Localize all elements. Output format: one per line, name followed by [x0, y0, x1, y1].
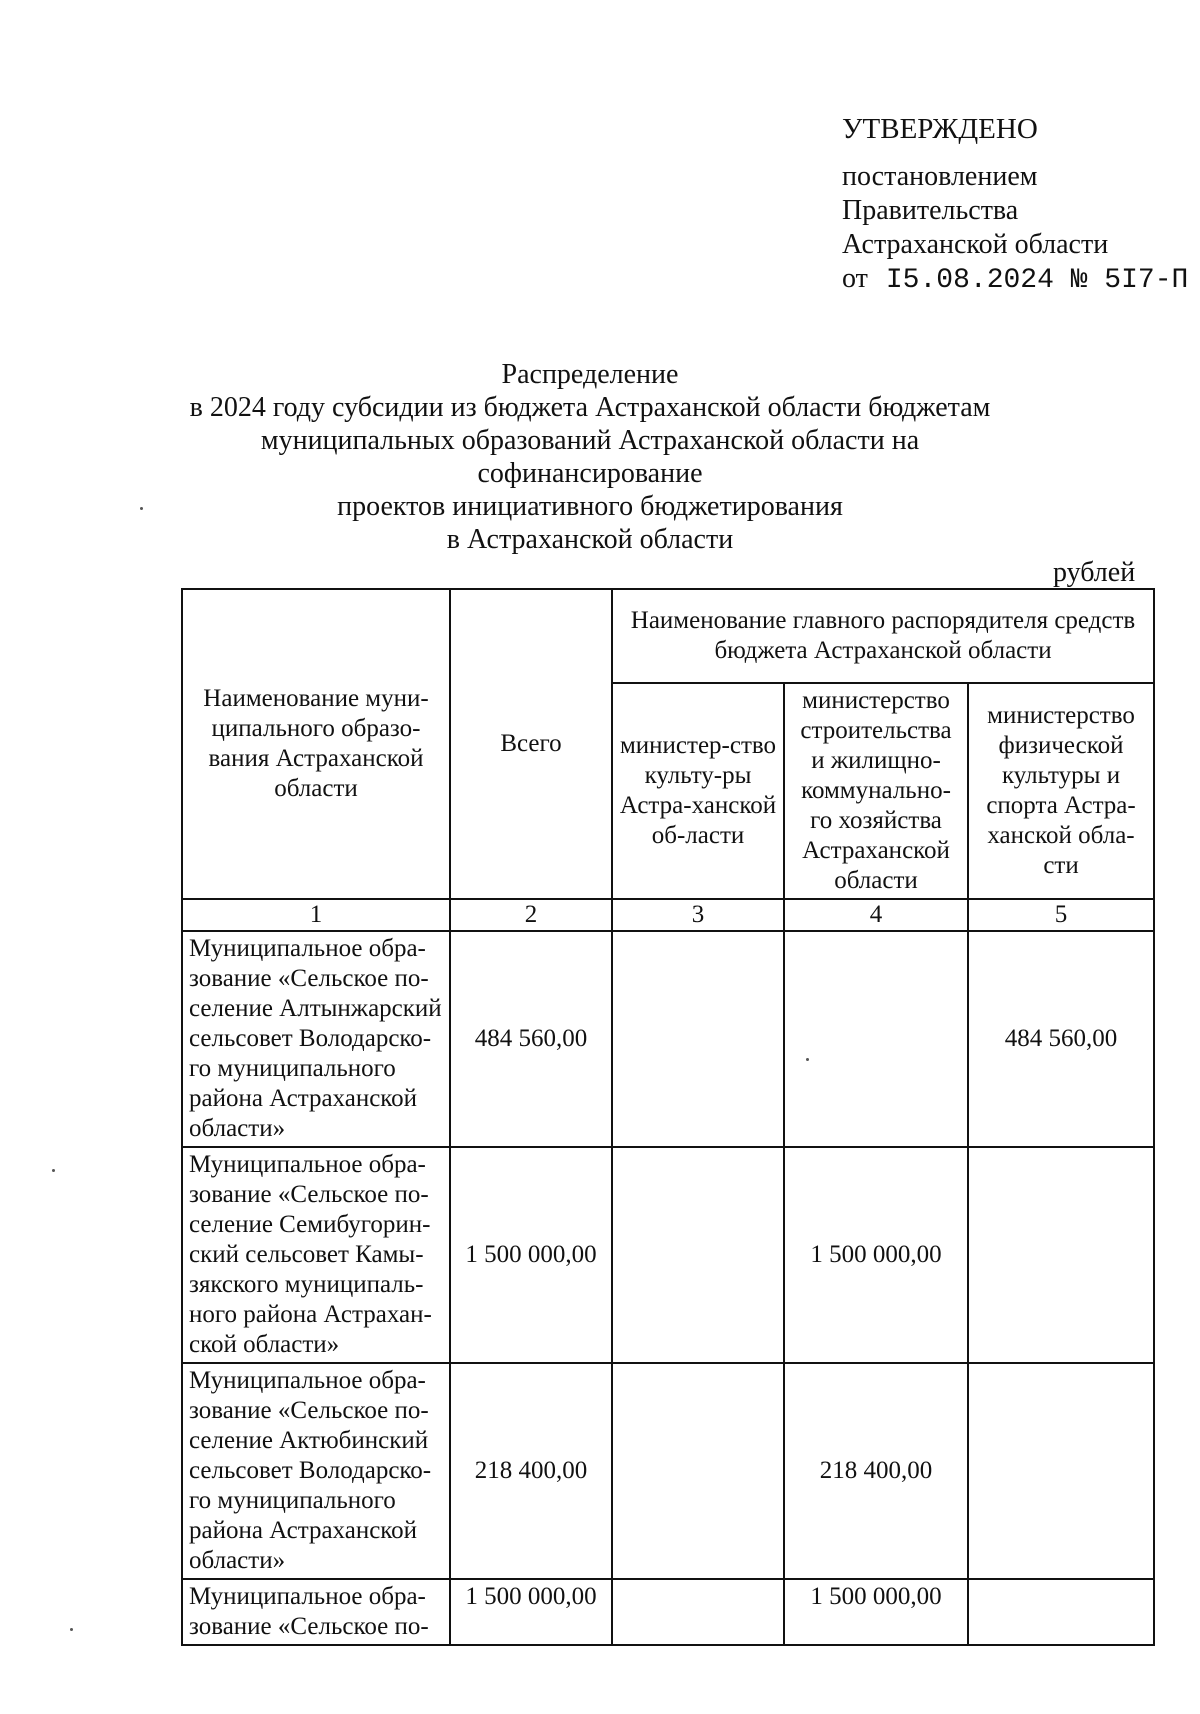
approval-date-prefix: от [842, 263, 868, 294]
title-line-5: в Астраханской области [446, 524, 734, 555]
header-main-distributor: Наименование главного распорядителя средств бюджета Астраханской области [612, 589, 1154, 683]
header-municipality: Наименование муни-ципального образо-вания Астраханской области [182, 589, 450, 899]
column-number: 2 [450, 899, 612, 931]
document-title [150, 358, 1030, 556]
approval-date-number: I5.08.2024 № 5I7-П [885, 265, 1189, 296]
sport-amount [968, 1579, 1154, 1645]
header-sport-ministry: министерство физической культуры и спорта Астра-ханской обла-сти [968, 683, 1154, 899]
municipality-name: Муниципальное обра-зование «Сельское по- [182, 1579, 450, 1645]
culture-amount [612, 1147, 784, 1363]
total-amount: 1 500 000,00 [450, 1147, 612, 1363]
municipality-name: Муниципальное обра-зование «Сельское по-селение Алтынжарский сельсовет Володарско-го муниципального района Астраханской области» [182, 931, 450, 1147]
currency-units: рублей [1053, 557, 1136, 588]
header-construction-ministry: министерство строительства и жилищно-коммунально-го хозяйства Астраханской области [784, 683, 968, 899]
column-number-row [182, 899, 1154, 931]
column-number: 5 [968, 899, 1154, 931]
table-row [182, 931, 1154, 1147]
sport-amount [968, 1147, 1154, 1363]
construction-amount: 1 500 000,00 [784, 1147, 968, 1363]
municipality-name: Муниципальное обра-зование «Сельское по-селение Семибугорин-ский сельсовет Камы-зякского муниципаль-ного района Астрахан-ской области» [182, 1147, 450, 1363]
culture-amount [612, 1579, 784, 1645]
scan-speck [140, 507, 143, 510]
construction-amount [784, 931, 968, 1147]
sport-amount [968, 1363, 1154, 1579]
approval-date-line [842, 262, 1188, 298]
culture-amount [612, 931, 784, 1147]
approval-stamp [842, 112, 1188, 298]
approval-heading: УТВЕРЖДЕНО [842, 113, 1038, 145]
sport-amount: 484 560,00 [968, 931, 1154, 1147]
title-line-3: муниципальных образований Астраханской области на софинансирование [260, 425, 920, 489]
scan-speck [52, 1169, 55, 1172]
approval-line-1: постановлением [842, 161, 1038, 192]
culture-amount [612, 1363, 784, 1579]
table-row [182, 1363, 1154, 1579]
approval-line-2: Правительства [842, 195, 1019, 226]
total-amount: 484 560,00 [450, 931, 612, 1147]
scan-speck [70, 1628, 73, 1631]
column-number: 4 [784, 899, 968, 931]
total-amount: 218 400,00 [450, 1363, 612, 1579]
header-culture-ministry: министер-ство культу-ры Астра-ханской об-ласти [612, 683, 784, 899]
header-total: Всего [450, 589, 612, 899]
municipality-name: Муниципальное обра-зование «Сельское по-селение Актюбинский сельсовет Володарско-го муниципального района Астраханской области» [182, 1363, 450, 1579]
column-number: 3 [612, 899, 784, 931]
title-line-4: проектов инициативного бюджетирования [337, 491, 843, 522]
distribution-table [181, 588, 1155, 1646]
table-row [182, 1579, 1154, 1645]
table-row [182, 1147, 1154, 1363]
approval-line-3: Астраханской области [842, 229, 1109, 260]
scan-speck [806, 1058, 809, 1061]
column-number: 1 [182, 899, 450, 931]
table-header-row-1 [182, 589, 1154, 683]
construction-amount: 1 500 000,00 [784, 1579, 968, 1645]
title-line-1: Распределение [501, 359, 679, 390]
total-amount: 1 500 000,00 [450, 1579, 612, 1645]
construction-amount: 218 400,00 [784, 1363, 968, 1579]
title-line-2: в 2024 году субсидии из бюджета Астраханской области бюджетам [189, 392, 991, 423]
